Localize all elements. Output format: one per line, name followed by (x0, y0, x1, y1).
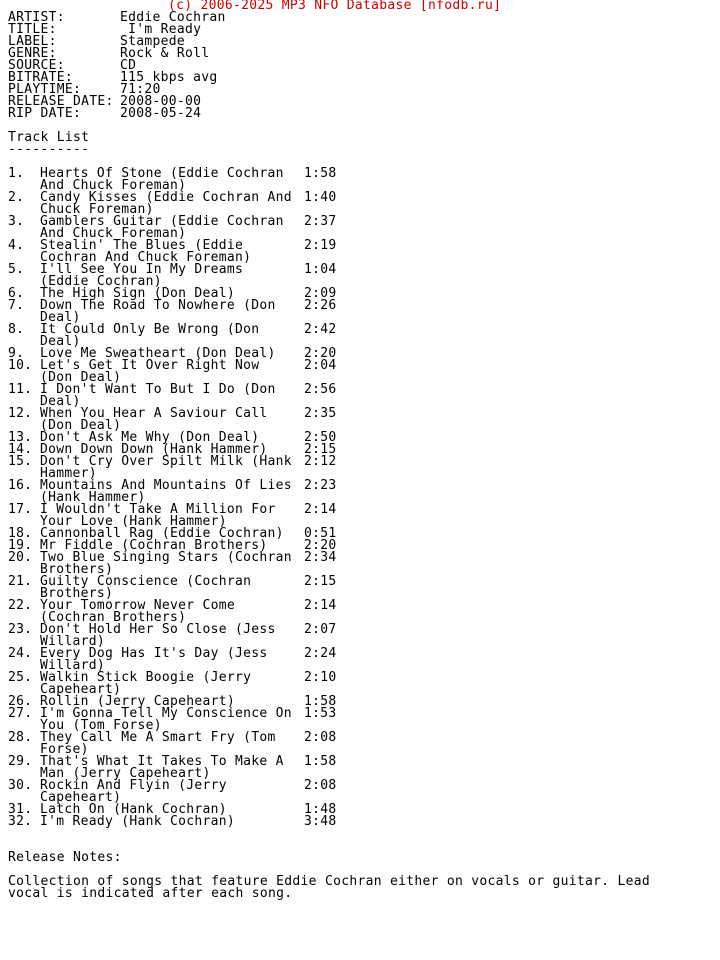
track-title: And Chuck Foreman) (40, 178, 187, 193)
track-title: Cannonball Rag (Eddie Cochran) (40, 526, 284, 541)
info-row (8, 24, 650, 36)
track-duration: 0:51 (304, 526, 337, 541)
track-duration: 2:15 (304, 442, 337, 457)
track-number: 30. (8, 778, 33, 793)
info-label: SOURCE: (8, 58, 65, 73)
track-title: Latch On (Hank Cochran) (40, 802, 227, 817)
track-title: Hammer) (40, 466, 97, 481)
info-label: BITRATE: (8, 70, 74, 85)
track-title: Deal) (40, 394, 81, 409)
tracklist-heading: Track List (8, 130, 90, 145)
track-duration: 2:08 (304, 730, 337, 745)
track-title: Cochran And Chuck Foreman) (40, 250, 252, 265)
info-row (8, 108, 650, 120)
release-info (8, 12, 650, 120)
track-title: (Hank Hammer) (40, 490, 146, 505)
track-line (8, 384, 650, 396)
track-number: 1. (8, 166, 25, 181)
track-number: 29. (8, 754, 33, 769)
info-row (8, 36, 650, 48)
info-row (8, 72, 650, 84)
track-item (8, 672, 650, 696)
track-title: Your Love (Hank Hammer) (40, 514, 227, 529)
track-duration: 2:37 (304, 214, 337, 229)
track-list (8, 168, 650, 828)
info-label: ARTIST: (8, 10, 65, 25)
track-title: Rollin (Jerry Capeheart) (40, 694, 236, 709)
track-duration: 2:56 (304, 382, 337, 397)
track-item (8, 576, 650, 600)
info-value: Eddie Cochran (120, 10, 226, 25)
info-label: RIP DATE: (8, 106, 82, 121)
track-title: Stealin' The Blues (Eddie (40, 238, 244, 253)
tracklist-underline: ---------- (8, 142, 90, 157)
info-value: 2008-00-00 (120, 94, 202, 109)
track-duration: 3:48 (304, 814, 337, 829)
track-number: 23. (8, 622, 33, 637)
track-item (8, 324, 650, 348)
track-title: Guilty Conscience (Cochran (40, 574, 252, 589)
track-item (8, 600, 650, 624)
track-number: 22. (8, 598, 33, 613)
track-number: 8. (8, 322, 25, 337)
track-duration: 2:09 (304, 286, 337, 301)
track-number: 24. (8, 646, 33, 661)
track-duration: 1:48 (304, 802, 337, 817)
track-title: Mr Fiddle (Cochran Brothers) (40, 538, 268, 553)
track-duration: 1:04 (304, 262, 337, 277)
track-item (8, 780, 650, 804)
track-number: 31. (8, 802, 33, 817)
track-title: Down Down Down (Hank Hammer) (40, 442, 268, 457)
track-duration: 2:42 (304, 322, 337, 337)
track-duration: 1:53 (304, 706, 337, 721)
track-line (8, 816, 650, 828)
track-title: You (Tom Forse) (40, 718, 162, 733)
track-number: 28. (8, 730, 33, 745)
track-title: Mountains And Mountains Of Lies (40, 478, 292, 493)
track-title: Let's Get It Over Right Now (40, 358, 260, 373)
track-duration: 2:14 (304, 502, 337, 517)
track-duration: 2:20 (304, 538, 337, 553)
track-title: I Wouldn't Take A Million For (40, 502, 276, 517)
track-title: Chuck Foreman) (40, 202, 154, 217)
track-number: 10. (8, 358, 33, 373)
track-item (8, 456, 650, 480)
track-item (8, 732, 650, 756)
track-number: 11. (8, 382, 33, 397)
track-item (8, 216, 650, 240)
track-title: Capeheart) (40, 790, 122, 805)
track-title: Willard) (40, 658, 106, 673)
track-number: 21. (8, 574, 33, 589)
track-number: 6. (8, 286, 25, 301)
track-item (8, 240, 650, 264)
track-number: 4. (8, 238, 25, 253)
info-row (8, 96, 650, 108)
track-number: 27. (8, 706, 33, 721)
track-item (8, 408, 650, 432)
track-line (8, 456, 650, 468)
track-title: Capeheart) (40, 682, 122, 697)
track-title: Man (Jerry Capeheart) (40, 766, 211, 781)
track-duration: 2:35 (304, 406, 337, 421)
track-title: Gamblers Guitar (Eddie Cochran (40, 214, 284, 229)
track-title: The High Sign (Don Deal) (40, 286, 236, 301)
release-notes-line: vocal is indicated after each song. (8, 886, 293, 901)
info-value: 2008-05-24 (120, 106, 202, 121)
track-number: 3. (8, 214, 25, 229)
track-line (8, 732, 650, 744)
track-title: (Eddie Cochran) (40, 274, 162, 289)
track-duration: 2:04 (304, 358, 337, 373)
track-duration: 1:58 (304, 166, 337, 181)
track-number: 2. (8, 190, 25, 205)
track-title: (Don Deal) (40, 370, 122, 385)
copyright-link[interactable]: (c) 2006-2025 MP3 NFO Database [nfodb.ru] (168, 0, 502, 13)
track-line (8, 324, 650, 336)
track-duration: 2:12 (304, 454, 337, 469)
release-notes-line: Collection of songs that feature Eddie Cochran either on vocals or guitar. Lead (8, 874, 651, 889)
track-number: 15. (8, 454, 33, 469)
track-title: Deal) (40, 310, 81, 325)
info-value: Rock & Roll (120, 46, 210, 61)
track-item (8, 504, 650, 528)
track-item (8, 168, 650, 192)
track-item (8, 756, 650, 780)
track-number: 16. (8, 478, 33, 493)
track-title: Two Blue Singing Stars (Cochran (40, 550, 292, 565)
track-title: Walkin Stick Boogie (Jerry (40, 670, 252, 685)
release-notes-text (8, 876, 650, 900)
track-item (8, 480, 650, 504)
info-value: CD (120, 58, 137, 73)
track-title: Don't Ask Me Why (Don Deal) (40, 430, 260, 445)
track-title: Don't Cry Over Spilt Milk (Hank (40, 454, 292, 469)
track-duration: 1:58 (304, 754, 337, 769)
info-label: PLAYTIME: (8, 82, 82, 97)
info-label: GENRE: (8, 46, 57, 61)
info-value: 115 kbps avg (120, 70, 218, 85)
track-duration: 2:19 (304, 238, 337, 253)
info-row (8, 48, 650, 60)
track-title: Forse) (40, 742, 89, 757)
track-duration: 1:58 (304, 694, 337, 709)
track-number: 32. (8, 814, 33, 829)
track-number: 5. (8, 262, 25, 277)
track-number: 9. (8, 346, 25, 361)
info-row (8, 60, 650, 72)
track-title: Hearts Of Stone (Eddie Cochran (40, 166, 284, 181)
track-title: Your Tomorrow Never Come (40, 598, 236, 613)
track-duration: 2:15 (304, 574, 337, 589)
track-title: Deal) (40, 334, 81, 349)
track-title: It Could Only Be Wrong (Don (40, 322, 260, 337)
track-duration: 2:26 (304, 298, 337, 313)
info-value: Stampede (120, 34, 186, 49)
track-duration: 2:34 (304, 550, 337, 565)
track-title: Love Me Sweatheart (Don Deal) (40, 346, 276, 361)
track-duration: 2:50 (304, 430, 337, 445)
track-duration: 2:07 (304, 622, 337, 637)
track-number: 7. (8, 298, 25, 313)
track-number: 17. (8, 502, 33, 517)
info-value: I'm Ready (120, 22, 202, 37)
track-item (8, 264, 650, 288)
track-number: 20. (8, 550, 33, 565)
track-title: (Cochran Brothers) (40, 610, 187, 625)
nfo-document (8, 0, 650, 900)
track-title: When You Hear A Saviour Call (40, 406, 268, 421)
release-notes-heading: Release Notes: (8, 850, 122, 865)
track-duration: 2:10 (304, 670, 337, 685)
track-number: 13. (8, 430, 33, 445)
track-item (8, 360, 650, 384)
track-item (8, 192, 650, 216)
track-title: Rockin And Flyin (Jerry (40, 778, 227, 793)
track-title: Down The Road To Nowhere (Don (40, 298, 276, 313)
track-title: I'm Gonna Tell My Conscience On (40, 706, 292, 721)
track-title: Brothers) (40, 586, 114, 601)
track-item (8, 552, 650, 576)
track-item (8, 708, 650, 732)
track-number: 19. (8, 538, 33, 553)
track-duration: 2:08 (304, 778, 337, 793)
info-label: TITLE: (8, 22, 57, 37)
track-title: Willard) (40, 634, 106, 649)
track-duration: 2:23 (304, 478, 337, 493)
track-title: Every Dog Has It's Day (Jess (40, 646, 268, 661)
track-item (8, 816, 650, 828)
track-title: I Don't Want To But I Do (Don (40, 382, 276, 397)
track-number: 26. (8, 694, 33, 709)
info-label: LABEL: (8, 34, 57, 49)
track-number: 14. (8, 442, 33, 457)
track-line (8, 300, 650, 312)
track-title: I'll See You In My Dreams (40, 262, 244, 277)
track-title: I'm Ready (Hank Cochran) (40, 814, 236, 829)
track-title: They Call Me A Smart Fry (Tom (40, 730, 276, 745)
track-item (8, 624, 650, 648)
track-title: That's What It Takes To Make A (40, 754, 284, 769)
track-title: (Don Deal) (40, 418, 122, 433)
track-item (8, 300, 650, 324)
track-duration: 2:20 (304, 346, 337, 361)
track-item (8, 384, 650, 408)
track-duration: 2:14 (304, 598, 337, 613)
track-item (8, 648, 650, 672)
track-number: 18. (8, 526, 33, 541)
info-value: 71:20 (120, 82, 161, 97)
info-label: RELEASE DATE: (8, 94, 114, 109)
info-row (8, 12, 650, 24)
track-title: Don't Hold Her So Close (Jess (40, 622, 276, 637)
track-duration: 1:40 (304, 190, 337, 205)
track-title: And Chuck Foreman) (40, 226, 187, 241)
track-number: 25. (8, 670, 33, 685)
track-title: Brothers) (40, 562, 114, 577)
track-duration: 2:24 (304, 646, 337, 661)
track-number: 12. (8, 406, 33, 421)
track-title: Candy Kisses (Eddie Cochran And (40, 190, 292, 205)
